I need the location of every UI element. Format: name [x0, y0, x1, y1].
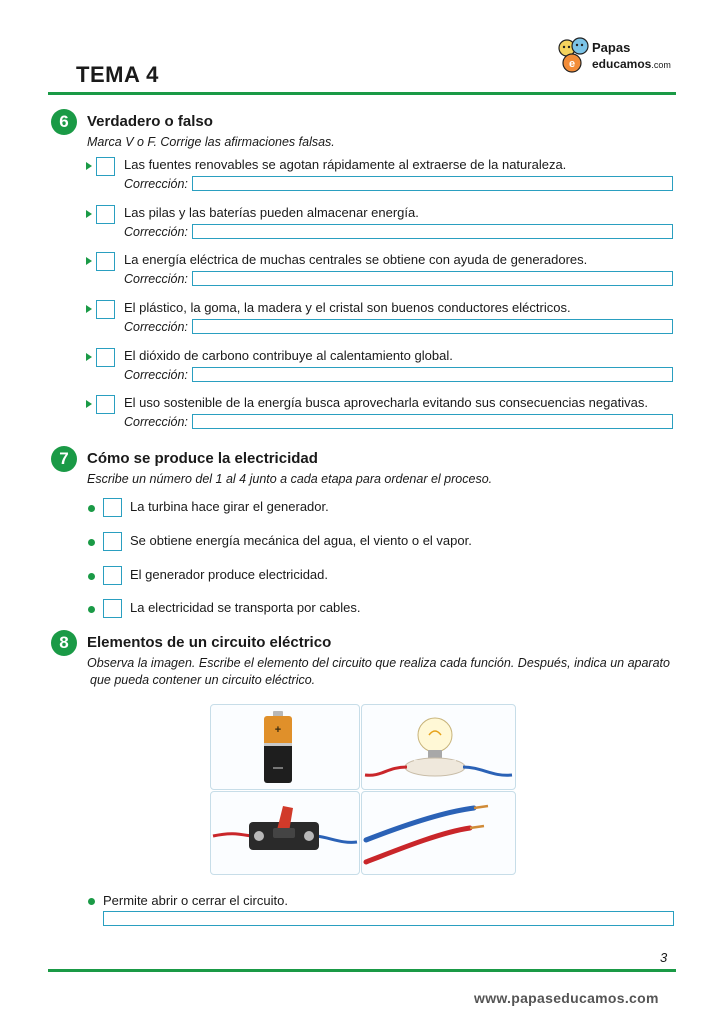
section-6-number: 6 — [51, 109, 77, 135]
statement-text: El plástico, la goma, la madera y el cristal son buenos conductores eléctricos. — [124, 300, 571, 315]
section-8-instruction-2: que pueda contener un circuito eléctrico. — [90, 673, 316, 687]
correction-field[interactable] — [192, 224, 673, 239]
footer-divider — [48, 969, 676, 972]
true-false-item — [86, 205, 686, 249]
battery-icon — [211, 705, 359, 789]
answer-checkbox[interactable] — [96, 252, 115, 271]
function-answer-field[interactable] — [103, 911, 674, 926]
correction-field[interactable] — [192, 367, 673, 382]
true-false-item — [86, 300, 686, 344]
order-number-box[interactable] — [103, 599, 122, 618]
order-item — [88, 532, 588, 554]
cables-icon — [362, 792, 515, 874]
answer-checkbox[interactable] — [96, 348, 115, 367]
order-item-text: Se obtiene energía mecánica del agua, el viento o el vapor. — [130, 533, 472, 548]
footer-url: www.papaseducamos.com — [474, 990, 659, 1006]
papaseducamos-logo — [556, 36, 686, 76]
true-false-item — [86, 348, 686, 392]
answer-checkbox[interactable] — [96, 157, 115, 176]
bullet-arrow-icon — [86, 162, 92, 170]
correction-field[interactable] — [192, 319, 673, 334]
section-6-title: Verdadero o falso — [87, 113, 213, 130]
order-item-text: El generador produce electricidad. — [130, 567, 329, 582]
correction-field[interactable] — [192, 271, 673, 286]
answer-checkbox[interactable] — [96, 300, 115, 319]
correction-field[interactable] — [192, 176, 673, 191]
order-item-text: La electricidad se transporta por cables. — [130, 600, 361, 615]
correction-label: Corrección: — [124, 320, 188, 334]
order-item — [88, 498, 588, 520]
bullet-arrow-icon — [86, 210, 92, 218]
cables-image — [361, 791, 516, 875]
bullet-arrow-icon — [86, 257, 92, 265]
true-false-item — [86, 395, 686, 439]
correction-label: Corrección: — [124, 272, 188, 286]
answer-checkbox[interactable] — [96, 205, 115, 224]
bullet-dot-icon — [88, 573, 95, 580]
true-false-item — [86, 157, 686, 201]
svg-text:e: e — [568, 58, 576, 70]
bullet-dot-icon — [88, 898, 95, 905]
section-7-title: Cómo se produce la electricidad — [87, 450, 318, 467]
order-number-box[interactable] — [103, 566, 122, 585]
correction-label: Corrección: — [124, 368, 188, 382]
statement-text: El dióxido de carbono contribuye al calentamiento global. — [124, 348, 453, 363]
bullet-dot-icon — [88, 539, 95, 546]
switch-image — [210, 791, 360, 875]
statement-text: La energía eléctrica de muchas centrales se obtiene con ayuda de generadores. — [124, 252, 588, 267]
correction-label: Corrección: — [124, 225, 188, 239]
correction-label: Corrección: — [124, 177, 188, 191]
logo-text-bottom: educamos.com — [592, 57, 671, 71]
order-number-box[interactable] — [103, 498, 122, 517]
statement-text: Las fuentes renovables se agotan rápidamente al extraerse de la naturaleza. — [124, 157, 567, 172]
svg-text:+: + — [274, 724, 282, 736]
bullet-dot-icon — [88, 606, 95, 613]
section-8-instruction-1: Observa la imagen. Escribe el elemento del circuito que realiza cada función. Después, indica un aparato — [87, 656, 670, 670]
bullet-arrow-icon — [86, 305, 92, 313]
section-7-number: 7 — [51, 446, 77, 472]
order-item — [88, 599, 588, 621]
page-title: TEMA 4 — [76, 62, 159, 87]
answer-checkbox[interactable] — [96, 395, 115, 414]
statement-text: Las pilas y las baterías pueden almacenar energía. — [124, 205, 419, 220]
section-8-number: 8 — [51, 630, 77, 656]
true-false-item — [86, 252, 686, 296]
function-text: Permite abrir o cerrar el circuito. — [103, 893, 288, 908]
statement-text: El uso sostenible de la energía busca aprovecharla evitando sus consecuencias negativas. — [124, 395, 648, 410]
logo-text-top: Papas — [592, 40, 631, 55]
family-faces-icon — [556, 36, 592, 74]
section-6-instruction: Marca V o F. Corrige las afirmaciones falsas. — [87, 135, 335, 149]
order-item — [88, 566, 588, 588]
page-number: 3 — [660, 950, 668, 965]
battery-image — [210, 704, 360, 790]
bullet-arrow-icon — [86, 400, 92, 408]
bullet-arrow-icon — [86, 353, 92, 361]
correction-field[interactable] — [192, 414, 673, 429]
switch-icon — [211, 792, 359, 874]
light-bulb-image — [361, 704, 516, 790]
correction-label: Corrección: — [124, 415, 188, 429]
bullet-dot-icon — [88, 505, 95, 512]
section-8-title: Elementos de un circuito eléctrico — [87, 634, 332, 651]
section-7-instruction: Escribe un número del 1 al 4 junto a cada etapa para ordenar el proceso. — [87, 472, 493, 486]
light-bulb-icon — [362, 705, 515, 789]
order-item-text: La turbina hace girar el generador. — [130, 499, 329, 514]
order-number-box[interactable] — [103, 532, 122, 551]
header-divider — [48, 92, 676, 95]
